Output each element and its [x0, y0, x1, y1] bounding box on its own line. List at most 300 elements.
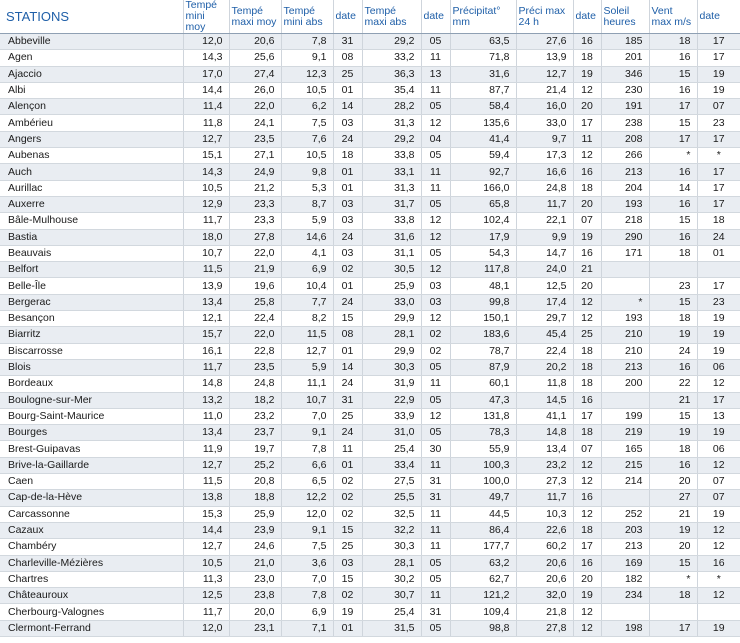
- wind-max: 17: [649, 131, 697, 147]
- wind-max: 19: [649, 425, 697, 441]
- precipitation: 60,1: [450, 376, 516, 392]
- station-name: Carcassonne: [0, 506, 183, 522]
- date-precip-max: 16: [573, 392, 601, 408]
- date-precip-max: 19: [573, 588, 601, 604]
- date-wind-max: 19: [697, 311, 740, 327]
- wind-max: [649, 262, 697, 278]
- wind-max: 18: [649, 34, 697, 50]
- header-row: [0, 0, 740, 34]
- temp-max-avg: 23,3: [229, 196, 281, 212]
- precip-max-24h: 27,6: [516, 34, 573, 50]
- sunshine-hours: 213: [601, 539, 649, 555]
- precip-max-24h: 17,3: [516, 148, 573, 164]
- date-min-abs: 25: [333, 539, 362, 555]
- table-row: [0, 490, 740, 506]
- date-min-abs: 24: [333, 229, 362, 245]
- temp-min-avg: 11,4: [183, 99, 229, 115]
- temp-max-abs: 25,9: [362, 278, 421, 294]
- precipitation: 99,8: [450, 294, 516, 310]
- temp-min-avg: 14,3: [183, 50, 229, 66]
- precip-max-24h: 12,5: [516, 278, 573, 294]
- date-min-abs: 18: [333, 148, 362, 164]
- date-max-abs: 31: [421, 604, 450, 620]
- date-min-abs: 01: [333, 164, 362, 180]
- date-max-abs: 31: [421, 474, 450, 490]
- temp-max-avg: 27,8: [229, 229, 281, 245]
- temp-max-abs: 30,5: [362, 262, 421, 278]
- station-name: Blois: [0, 359, 183, 375]
- sunshine-hours: 218: [601, 213, 649, 229]
- station-name: Brest-Guipavas: [0, 441, 183, 457]
- temp-max-abs: 33,8: [362, 148, 421, 164]
- temp-min-avg: 15,7: [183, 327, 229, 343]
- date-wind-max: 17: [697, 392, 740, 408]
- temp-max-abs: 32,5: [362, 506, 421, 522]
- table-row: [0, 506, 740, 522]
- precipitation: 55,9: [450, 441, 516, 457]
- temp-max-avg: 20,0: [229, 604, 281, 620]
- header-wind-max: Vent max m/s: [649, 0, 697, 34]
- temp-max-abs: 22,9: [362, 392, 421, 408]
- date-min-abs: 14: [333, 99, 362, 115]
- date-wind-max: *: [697, 148, 740, 164]
- date-precip-max: 18: [573, 376, 601, 392]
- temp-min-abs: 7,1: [281, 620, 333, 636]
- station-name: Bergerac: [0, 294, 183, 310]
- date-precip-max: 16: [573, 164, 601, 180]
- sunshine-hours: 208: [601, 131, 649, 147]
- precip-max-24h: 29,7: [516, 311, 573, 327]
- precip-max-24h: 16,0: [516, 99, 573, 115]
- date-max-abs: 12: [421, 115, 450, 131]
- date-precip-max: 19: [573, 229, 601, 245]
- date-max-abs: 11: [421, 506, 450, 522]
- date-min-abs: 24: [333, 294, 362, 310]
- sunshine-hours: 193: [601, 196, 649, 212]
- station-name: Bâle-Mulhouse: [0, 213, 183, 229]
- temp-max-avg: 24,1: [229, 115, 281, 131]
- station-name: Charleville-Mézières: [0, 555, 183, 571]
- station-name: Auxerre: [0, 196, 183, 212]
- temp-max-avg: 22,0: [229, 245, 281, 261]
- table-row: [0, 522, 740, 538]
- table-row: [0, 131, 740, 147]
- date-precip-max: 12: [573, 506, 601, 522]
- date-min-abs: 03: [333, 213, 362, 229]
- sunshine-hours: 210: [601, 327, 649, 343]
- table-row: [0, 50, 740, 66]
- date-min-abs: 08: [333, 327, 362, 343]
- precip-max-24h: 14,8: [516, 425, 573, 441]
- date-precip-max: 18: [573, 50, 601, 66]
- temp-min-avg: 13,8: [183, 490, 229, 506]
- table-row: [0, 539, 740, 555]
- precipitation: 135,6: [450, 115, 516, 131]
- table-row: [0, 441, 740, 457]
- temp-min-avg: 14,4: [183, 522, 229, 538]
- wind-max: 17: [649, 620, 697, 636]
- temp-max-abs: 29,9: [362, 311, 421, 327]
- temp-min-avg: 10,7: [183, 245, 229, 261]
- table-row: [0, 620, 740, 636]
- table-row: [0, 262, 740, 278]
- date-max-abs: 12: [421, 262, 450, 278]
- date-precip-max: 11: [573, 131, 601, 147]
- precip-max-24h: 11,7: [516, 196, 573, 212]
- wind-max: 23: [649, 278, 697, 294]
- wind-max: 21: [649, 506, 697, 522]
- temp-min-abs: 10,5: [281, 148, 333, 164]
- temp-max-abs: 28,2: [362, 99, 421, 115]
- temp-min-avg: 12,1: [183, 311, 229, 327]
- temp-min-avg: 12,7: [183, 457, 229, 473]
- sunshine-hours: 165: [601, 441, 649, 457]
- date-precip-max: 16: [573, 490, 601, 506]
- temp-min-abs: 6,9: [281, 262, 333, 278]
- precipitation: 117,8: [450, 262, 516, 278]
- table-row: [0, 99, 740, 115]
- precip-max-24h: 16,6: [516, 164, 573, 180]
- temp-min-abs: 3,6: [281, 555, 333, 571]
- table-row: [0, 294, 740, 310]
- date-min-abs: 01: [333, 278, 362, 294]
- precipitation: 54,3: [450, 245, 516, 261]
- station-name: Cazaux: [0, 522, 183, 538]
- table-row: [0, 359, 740, 375]
- temp-max-avg: 26,0: [229, 82, 281, 98]
- temp-max-avg: 24,6: [229, 539, 281, 555]
- temp-min-avg: 11,0: [183, 408, 229, 424]
- wind-max: 19: [649, 327, 697, 343]
- precip-max-24h: 24,0: [516, 262, 573, 278]
- temp-max-abs: 30,3: [362, 539, 421, 555]
- date-max-abs: 05: [421, 196, 450, 212]
- precip-max-24h: 17,4: [516, 294, 573, 310]
- date-precip-max: 16: [573, 245, 601, 261]
- temp-min-abs: 12,0: [281, 506, 333, 522]
- temp-max-avg: 23,8: [229, 588, 281, 604]
- temp-min-abs: 7,6: [281, 131, 333, 147]
- date-max-abs: 12: [421, 213, 450, 229]
- sunshine-hours: 204: [601, 180, 649, 196]
- temp-min-abs: 7,8: [281, 441, 333, 457]
- temp-max-abs: 28,1: [362, 327, 421, 343]
- wind-max: *: [649, 571, 697, 587]
- table-row: [0, 82, 740, 98]
- table-row: [0, 180, 740, 196]
- table-row: [0, 278, 740, 294]
- wind-max: 24: [649, 343, 697, 359]
- precip-max-24h: 20,2: [516, 359, 573, 375]
- date-max-abs: 12: [421, 408, 450, 424]
- header-date-3: date: [573, 0, 601, 34]
- wind-max: 16: [649, 50, 697, 66]
- date-precip-max: 17: [573, 115, 601, 131]
- temp-max-abs: 33,9: [362, 408, 421, 424]
- temp-min-abs: 7,0: [281, 571, 333, 587]
- date-max-abs: 05: [421, 425, 450, 441]
- table-row: [0, 311, 740, 327]
- sunshine-hours: 214: [601, 474, 649, 490]
- temp-min-avg: 11,7: [183, 359, 229, 375]
- temp-max-avg: 22,0: [229, 99, 281, 115]
- date-wind-max: [697, 262, 740, 278]
- wind-max: 15: [649, 213, 697, 229]
- date-precip-max: 12: [573, 294, 601, 310]
- precipitation: 166,0: [450, 180, 516, 196]
- precipitation: 49,7: [450, 490, 516, 506]
- date-wind-max: 19: [697, 66, 740, 82]
- temp-min-abs: 7,7: [281, 294, 333, 310]
- temp-min-avg: 13,9: [183, 278, 229, 294]
- precipitation: 177,7: [450, 539, 516, 555]
- temp-min-avg: 11,9: [183, 441, 229, 457]
- temp-min-abs: 11,1: [281, 376, 333, 392]
- temp-min-avg: 12,7: [183, 539, 229, 555]
- date-min-abs: 24: [333, 425, 362, 441]
- date-min-abs: 24: [333, 131, 362, 147]
- date-wind-max: 17: [697, 196, 740, 212]
- wind-max: [649, 604, 697, 620]
- station-name: Ambérieu: [0, 115, 183, 131]
- station-name: Besançon: [0, 311, 183, 327]
- date-max-abs: 11: [421, 82, 450, 98]
- date-max-abs: 11: [421, 376, 450, 392]
- wind-max: 16: [649, 196, 697, 212]
- temp-max-abs: 25,4: [362, 604, 421, 620]
- date-max-abs: 11: [421, 522, 450, 538]
- precipitation: 44,5: [450, 506, 516, 522]
- sunshine-hours: 252: [601, 506, 649, 522]
- date-min-abs: 01: [333, 343, 362, 359]
- date-precip-max: 19: [573, 66, 601, 82]
- wind-max: 16: [649, 457, 697, 473]
- temp-max-avg: 25,9: [229, 506, 281, 522]
- date-max-abs: 11: [421, 539, 450, 555]
- temp-max-abs: 31,3: [362, 180, 421, 196]
- temp-min-abs: 10,7: [281, 392, 333, 408]
- header-date-4: date: [697, 0, 740, 34]
- table-row: [0, 376, 740, 392]
- date-wind-max: 16: [697, 555, 740, 571]
- date-wind-max: 12: [697, 588, 740, 604]
- temp-min-abs: 9,1: [281, 522, 333, 538]
- temp-min-abs: 7,8: [281, 34, 333, 50]
- precip-max-24h: 11,7: [516, 490, 573, 506]
- date-min-abs: 01: [333, 620, 362, 636]
- table-row: [0, 196, 740, 212]
- date-min-abs: 31: [333, 34, 362, 50]
- precipitation: 41,4: [450, 131, 516, 147]
- precip-max-24h: 9,9: [516, 229, 573, 245]
- station-name: Belfort: [0, 262, 183, 278]
- date-wind-max: 17: [697, 278, 740, 294]
- temp-max-abs: 30,7: [362, 588, 421, 604]
- date-max-abs: 11: [421, 164, 450, 180]
- sunshine-hours: 198: [601, 620, 649, 636]
- temp-min-abs: 5,3: [281, 180, 333, 196]
- date-precip-max: 18: [573, 180, 601, 196]
- wind-max: 19: [649, 522, 697, 538]
- sunshine-hours: [601, 490, 649, 506]
- date-max-abs: 04: [421, 131, 450, 147]
- date-precip-max: 21: [573, 262, 601, 278]
- station-name: Bourges: [0, 425, 183, 441]
- temp-min-abs: 10,5: [281, 82, 333, 98]
- sunshine-hours: 169: [601, 555, 649, 571]
- precip-max-24h: 23,2: [516, 457, 573, 473]
- temp-max-avg: 25,2: [229, 457, 281, 473]
- temp-min-abs: 4,1: [281, 245, 333, 261]
- header-date-1: date: [333, 0, 362, 34]
- precip-max-24h: 13,4: [516, 441, 573, 457]
- wind-max: 16: [649, 164, 697, 180]
- temp-max-avg: 18,8: [229, 490, 281, 506]
- precipitation: 59,4: [450, 148, 516, 164]
- date-wind-max: 17: [697, 131, 740, 147]
- sunshine-hours: 191: [601, 99, 649, 115]
- wind-max: 15: [649, 555, 697, 571]
- temp-max-avg: 24,9: [229, 164, 281, 180]
- wind-max: 17: [649, 99, 697, 115]
- header-date-2: date: [421, 0, 450, 34]
- header-sunshine-hours: Soleil heures: [601, 0, 649, 34]
- date-min-abs: 31: [333, 392, 362, 408]
- table-row: [0, 604, 740, 620]
- table-row: [0, 571, 740, 587]
- temp-max-abs: 33,2: [362, 50, 421, 66]
- date-min-abs: 01: [333, 457, 362, 473]
- date-precip-max: 18: [573, 522, 601, 538]
- station-name: Biarritz: [0, 327, 183, 343]
- temp-max-abs: 32,2: [362, 522, 421, 538]
- temp-max-avg: 21,0: [229, 555, 281, 571]
- temp-max-abs: 35,4: [362, 82, 421, 98]
- date-wind-max: 19: [697, 506, 740, 522]
- date-max-abs: 11: [421, 457, 450, 473]
- date-min-abs: 14: [333, 359, 362, 375]
- temp-min-abs: 12,3: [281, 66, 333, 82]
- precipitation: 183,6: [450, 327, 516, 343]
- date-max-abs: 05: [421, 620, 450, 636]
- date-max-abs: 05: [421, 148, 450, 164]
- station-name: Cherbourg-Valognes: [0, 604, 183, 620]
- date-wind-max: 12: [697, 376, 740, 392]
- station-name: Aurillac: [0, 180, 183, 196]
- precip-max-24h: 41,1: [516, 408, 573, 424]
- precip-max-24h: 12,7: [516, 66, 573, 82]
- temp-min-avg: 13,4: [183, 425, 229, 441]
- date-wind-max: 19: [697, 82, 740, 98]
- date-min-abs: 24: [333, 376, 362, 392]
- date-precip-max: 18: [573, 425, 601, 441]
- date-wind-max: 23: [697, 115, 740, 131]
- station-name: Angers: [0, 131, 183, 147]
- temp-min-avg: 14,4: [183, 82, 229, 98]
- station-name: Albi: [0, 82, 183, 98]
- precipitation: 102,4: [450, 213, 516, 229]
- date-precip-max: 12: [573, 604, 601, 620]
- temp-max-avg: 22,0: [229, 327, 281, 343]
- precipitation: 121,2: [450, 588, 516, 604]
- date-precip-max: 25: [573, 327, 601, 343]
- temp-max-abs: 33,8: [362, 213, 421, 229]
- precipitation: 78,7: [450, 343, 516, 359]
- sunshine-hours: *: [601, 294, 649, 310]
- date-max-abs: 11: [421, 588, 450, 604]
- temp-min-avg: 11,5: [183, 262, 229, 278]
- precip-max-24h: 14,5: [516, 392, 573, 408]
- date-max-abs: 03: [421, 278, 450, 294]
- date-max-abs: 31: [421, 490, 450, 506]
- temp-min-abs: 10,4: [281, 278, 333, 294]
- date-min-abs: 02: [333, 474, 362, 490]
- date-min-abs: 03: [333, 245, 362, 261]
- temp-max-abs: 29,9: [362, 343, 421, 359]
- precip-max-24h: 22,1: [516, 213, 573, 229]
- temp-min-avg: 10,5: [183, 180, 229, 196]
- temp-min-avg: 12,7: [183, 131, 229, 147]
- temp-min-abs: 7,5: [281, 539, 333, 555]
- date-max-abs: 02: [421, 327, 450, 343]
- date-wind-max: 06: [697, 359, 740, 375]
- date-precip-max: 16: [573, 555, 601, 571]
- date-precip-max: 12: [573, 457, 601, 473]
- date-max-abs: 05: [421, 34, 450, 50]
- temp-max-abs: 31,0: [362, 425, 421, 441]
- date-wind-max: 23: [697, 294, 740, 310]
- temp-min-abs: 8,7: [281, 196, 333, 212]
- precip-max-24h: 14,7: [516, 245, 573, 261]
- date-max-abs: 30: [421, 441, 450, 457]
- temp-max-avg: 23,9: [229, 522, 281, 538]
- header-precipitation: Précipitat° mm: [450, 0, 516, 34]
- precip-max-24h: 21,4: [516, 82, 573, 98]
- header-temp-max-abs: Tempé maxi abs: [362, 0, 421, 34]
- date-max-abs: 11: [421, 180, 450, 196]
- temp-max-avg: 23,0: [229, 571, 281, 587]
- date-min-abs: 25: [333, 66, 362, 82]
- temp-max-abs: 31,7: [362, 196, 421, 212]
- precip-max-24h: 27,8: [516, 620, 573, 636]
- precipitation: 87,7: [450, 82, 516, 98]
- date-min-abs: 11: [333, 441, 362, 457]
- sunshine-hours: 171: [601, 245, 649, 261]
- date-precip-max: 12: [573, 474, 601, 490]
- table-row: [0, 115, 740, 131]
- date-precip-max: 20: [573, 99, 601, 115]
- station-name: Caen: [0, 474, 183, 490]
- precipitation: 48,1: [450, 278, 516, 294]
- temp-min-avg: 15,1: [183, 148, 229, 164]
- date-wind-max: *: [697, 571, 740, 587]
- date-min-abs: 03: [333, 555, 362, 571]
- temp-max-abs: 29,2: [362, 131, 421, 147]
- temp-max-avg: 20,6: [229, 34, 281, 50]
- precip-max-24h: 32,0: [516, 588, 573, 604]
- temp-max-avg: 23,1: [229, 620, 281, 636]
- table-row: [0, 408, 740, 424]
- sunshine-hours: 210: [601, 343, 649, 359]
- wind-max: 16: [649, 82, 697, 98]
- precipitation: 87,9: [450, 359, 516, 375]
- date-min-abs: 15: [333, 522, 362, 538]
- date-wind-max: 12: [697, 457, 740, 473]
- temp-max-avg: 21,9: [229, 262, 281, 278]
- wind-max: 18: [649, 245, 697, 261]
- date-wind-max: 13: [697, 408, 740, 424]
- temp-min-avg: 15,3: [183, 506, 229, 522]
